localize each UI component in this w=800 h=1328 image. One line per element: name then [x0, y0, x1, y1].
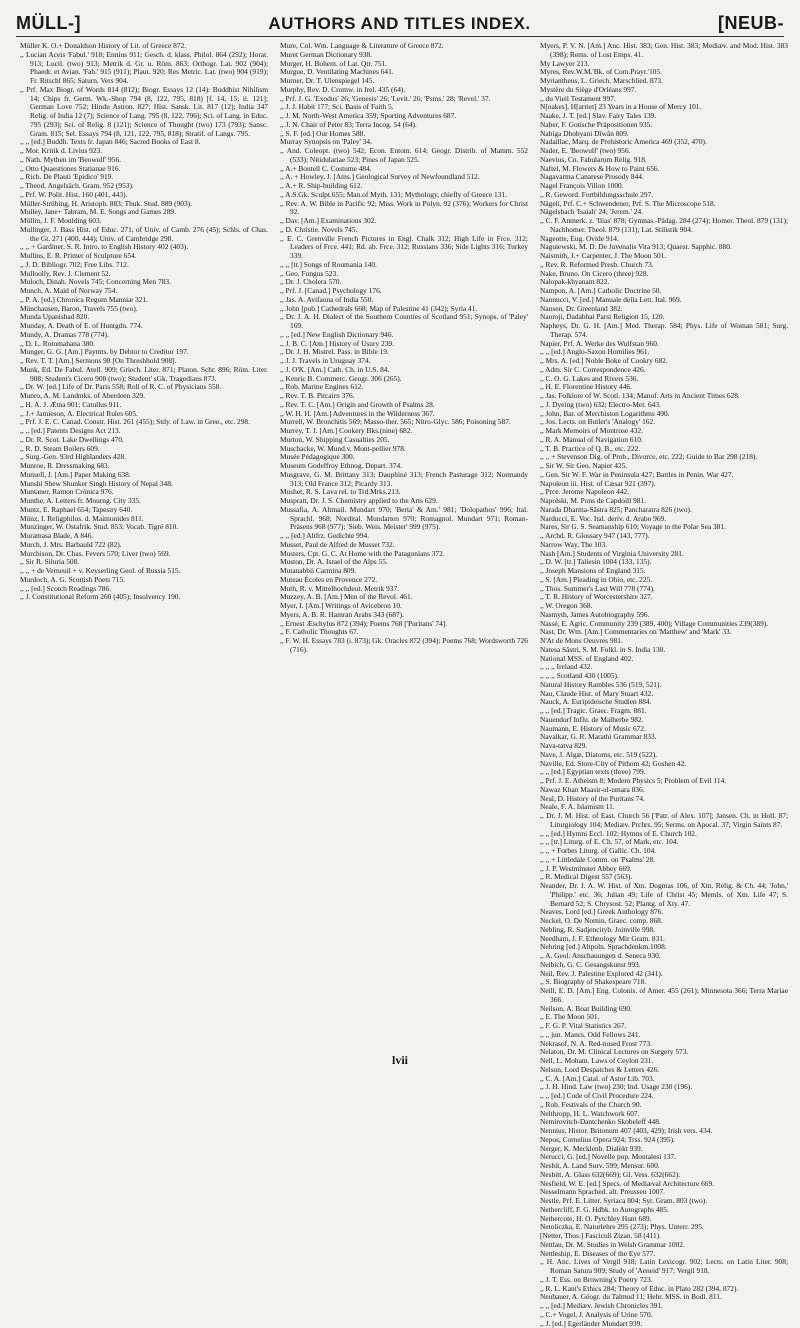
index-entry: ,, Prf. J. G. 'Exodus' 26; 'Genesis' 26; 'Levit.' 26; 'Psms.' 28; 'Revel.' 37.	[280, 95, 528, 104]
index-entry: Narada Dharma-Sâstra 825; Pancharatra 826 (two).	[540, 506, 788, 515]
index-entry: Neil, Rev. J. Palestine Explored 42 (341).	[540, 970, 788, 979]
index-entry: ,, Prce. Jerome Napoleon 442.	[540, 488, 788, 497]
index-entry: Nampon, A. [Am.] Catholic Doctrine 50.	[540, 287, 788, 296]
index-entry: Napier, Prf. A. Werke des Wulfstan 960.	[540, 340, 788, 349]
index-entry: ,, S. Biography of Shakespeare 718.	[540, 978, 788, 987]
index-entry: ,, Kenric B. Commerc. Geogr. 306 (265).	[280, 375, 528, 384]
index-entry: Neander, Dr. J. A. W. Hist. of Xtn. Dogmas 106, of Xtn. Relig. & Ch. 44; 'John,' 'Philipp.' etc. 36; Julian 49; Life of Christ 45; Memls. of Xtn. Life 47; S. Bernard 52; S. Chrysost. 52; Plantg. of Xty. 47.	[540, 882, 788, 908]
index-entry: Nast, Dr. Wm. [Am.] Commentaries on 'Matthew' and 'Mark' 33.	[540, 628, 788, 637]
index-entry: Nares, Sir G. S. Seamanship 610; Voyage to the Polar Sea 381.	[540, 523, 788, 532]
index-entry: Mushet, R. S. Lava rel. to Trd.Mrks.213.	[280, 488, 528, 497]
index-entry: ,, Rich. De Plauti 'Epidico' 919.	[20, 173, 268, 182]
index-entry: ,, ,, [ed.] Hymni Eccl. 102; Hymns of E. Church 102.	[540, 830, 788, 839]
index-entry: Munch, A. Maid of Norway 754.	[20, 287, 268, 296]
index-entry: Nave, J. Algæ, Diatoms, etc. 519 (522).	[540, 751, 788, 760]
index-entry: ,, C. F. Anmerk. z. 'Ilias' 878; Gymnas.-Pädag. 284 (274); Homer. Theol. 879 (131); Nachhomer. Theol. 879 (131); Lat. Stilistik 904.	[540, 217, 788, 235]
index-entry: Neckel, O. De Nomin. Graec. comp. 868.	[540, 917, 788, 926]
index-entry: ,, Dr. J. A. H. Dialect of the Southern Counties of Scotland 951; Synops. of 'Paley' 169.	[280, 313, 528, 331]
index-entry: Munroe, R. Dressmaking 683.	[20, 462, 268, 471]
index-entry: ,, Rev. R. Reformed Presb. Church 73.	[540, 261, 788, 270]
index-entry: Nekrasof, N. A. Red-nosed Frost 773.	[540, 1040, 788, 1049]
index-entry: Nelaton, Dr. M. Clinical Lectures on Surgery 573.	[540, 1048, 788, 1057]
index-entry: Mundy, A. Dramas 778 (774).	[20, 331, 268, 340]
index-entry: ,, J. T. Ess. on Browning's Poetry 723.	[540, 1276, 788, 1285]
index-entry: ,, J. P. Westminster Abbey 669.	[540, 865, 788, 874]
index-entry: ,, Archd. R. Glossary 947 (143, 777).	[540, 532, 788, 541]
index-entry: ,, Rev. T. T. [Am.] Sermons 98 [On Threshhold 908].	[20, 357, 268, 366]
index-entry: N'At de Mons Oeuvres 981.	[540, 637, 788, 646]
index-entry: ,, T. B. Practice of Q. B., etc. 222.	[540, 445, 788, 454]
index-entry: ,, T. R. History of Worcestershire 327.	[540, 593, 788, 602]
index-entry: ,, Jos. Lects. on Butler's 'Analogy' 162.	[540, 418, 788, 427]
index-entry: Needham, J. F. Ethnology Mir Gram. 831.	[540, 935, 788, 944]
index-entry: ,, Geo. Fungus 523.	[280, 270, 528, 279]
index-entry: ,, R. Medical Digest 557 (563).	[540, 873, 788, 882]
index-entry: Munda Upanishad 820.	[20, 313, 268, 322]
index-entry: Nansen, Dr. Greenland 382.	[540, 305, 788, 314]
index-entry: Muloch, Dinah. Novels 745; Concerning Men 783.	[20, 278, 268, 287]
index-entry: Nelson, Lord Despatches & Letters 426.	[540, 1066, 788, 1075]
index-entry: Müllin, J. F. Moulding 603.	[20, 217, 268, 226]
index-entry: ,, Dr. W. [ed.] Life of Dr. Paris 558; Roll of R. C. of Physicians 558.	[20, 383, 268, 392]
index-entry: Mutanabbii Carmina 809.	[280, 567, 528, 576]
index-entry: Nell, L. Moham. Laws of Ceylon 231.	[540, 1057, 788, 1066]
index-entry: Nennius, Histor. Britonum 407 (403, 429); Irish vers. 434.	[540, 1127, 788, 1136]
index-entry: ,, J. M. North-West America 359; Sporting Adventures 687.	[280, 112, 528, 121]
index-entry: Nägelsbach 'Isaiah' 24; 'Jerem.' 24.	[540, 208, 788, 217]
index-entry: Nagel François Villon 1000.	[540, 182, 788, 191]
index-entry: Musset, Paul de Alfred de Musset 732.	[280, 541, 528, 550]
index-entry: Myer, I. [Am.] Writings of Avicebron 10.	[280, 602, 528, 611]
index-entry: ,, ,, [ed.] New English Dictionary 946.	[280, 331, 528, 340]
index-entry: ,, ,, [tr.] Songs of Roumania 140.	[280, 261, 528, 270]
index-entry: Muspratt, Dr. J. S. Chemistry applied to the Arts 629.	[280, 497, 528, 506]
index-entry: Muntaner, Ramon Crónica 976.	[20, 488, 268, 497]
index-entry: Nesbitt, A. Glass 632(669); Gl. Vess. 632(662).	[540, 1171, 788, 1180]
index-entry: ,, A.S.Gk. Sculpt.655; Man.of Myth. 131; Mythology, chiefly of Greece 131.	[280, 191, 528, 200]
index-entry: ,, F. Catholic Thoughts 67.	[280, 628, 528, 637]
index-entry: ,, ,, [ed.] Anglo-Saxon Homilies 961.	[540, 348, 788, 357]
index-entry: ,, C.+ Vogel, J. Analysis of Urine 570.	[540, 1311, 788, 1320]
index-entry: ,, R. A. Manual of Navigation 610.	[540, 436, 788, 445]
index-entry: ,, Mrs. A. [ed.] Noble Boke of Cookry 682.	[540, 357, 788, 366]
index-entry: Neilson, A. Boat Building 690.	[540, 1005, 788, 1014]
index-entry: ,, A.+ R. Ship-building 612.	[280, 182, 528, 191]
index-entry: ,, ,, ,, Scotland 430 (1005).	[540, 672, 788, 681]
index-entry: ,, Lucian Aceis 'Fabul.' 918; Ennius 911; Gesch. d. klass. Philol. 864 (292); Horat. 913; Lucil. (two) 913; Metrik d. Gr. u. Röm. 863; Orthogr. Lat. 902 (904); Phaedr. et Avian. 'Fab.' 915 (911); Plaut. 920; Res Metric. Lat. (two) 904 (919); Fr. Ritschl 865; Saturn. Vers 904.	[20, 51, 268, 86]
index-entry: Nerucci, G. [ed.] Novelle pop. Montalesi 137.	[540, 1153, 788, 1162]
index-entry: ,, ,, + Stevenson Dig. of Prob., Divorce, etc. 222; Guide to Bar 298 (218).	[540, 453, 788, 462]
index-entry: Navalkar, G. R. Marathi Grammar 833.	[540, 733, 788, 742]
index-entry: Neibich, G. C. Gesangskunst 993.	[540, 961, 788, 970]
index-entry: ,, Rob. Festivals of the Church 90.	[540, 1101, 788, 1110]
index-entry: Murgue, D. Ventilating Machines 641.	[280, 68, 528, 77]
index-entry: ,, ,, + Forbes Liturg. of Gallic. Ch. 104.	[540, 847, 788, 856]
index-entry: Munro, A. M. Landmks. of Aberdeen 329.	[20, 392, 268, 401]
index-entry: Muramasa Blade, A 846.	[20, 532, 268, 541]
index-entry: ,, Dr. R. Scot. Lake Dwellings 470.	[20, 436, 268, 445]
index-entry: ,, ,, ,, Ireland 432.	[540, 663, 788, 672]
index-entry: ,, ,, jun. Mancs. Odd Fellows 241.	[540, 1031, 788, 1040]
index-entry: ,, ,, [ed.] Mediæv. Jewish Chronicles 391.	[540, 1302, 788, 1311]
index-entry: ,, ,, + de Verneuil + v. Keyserling Geol. of Russia 515.	[20, 567, 268, 576]
index-entry: Myers, A. B. R. Hamran Arabs 343 (687).	[280, 611, 528, 620]
page-number: lvii	[0, 1053, 800, 1068]
index-entry: ,, W. Oregon 368.	[540, 602, 788, 611]
index-entry: ,, du Vieil Testament 997.	[540, 95, 788, 104]
index-entry: Naoroji, Dadabhai Parsi Religion 15, 120.	[540, 313, 788, 322]
index-entry: Mullinger, J. Bass Hist. of Educ. 271, of Univ. of Camb. 276 (45); Schls. of Chas. the Gt. 271 (400, 444); Univ. of Cambridge 298.	[20, 226, 268, 244]
header-range-start: MÜLL-]	[16, 13, 81, 34]
index-entry: ,, Dr. J. Cholera 570.	[280, 278, 528, 287]
index-entry: ,, E. C. Grenville French Pictures in Engl. Chalk 312; High Life in Frce. 312; Leaders of Frce. 441; Rd. ab. Frce. 312; Russians 336; Side Lights 316; Turkey 339.	[280, 235, 528, 261]
index-entry: Nerger, K. Mecklenb. Dialekt 939.	[540, 1145, 788, 1154]
index-entry: ,, J. H. Hind. Law (two) 230; Ind. Usage 230 (196).	[540, 1083, 788, 1092]
index-entry: Nadaillac, Marq. de Prehistoric America 469 (352, 470).	[540, 138, 788, 147]
index-entry: ,, H. Anc. Lives of Vergil 918; Latin Lexicogr. 902; Lects. on Latin Liter. 908; Roman Satura 909; Study of 'Aeneid' 917; Vergil 918.	[540, 1258, 788, 1276]
index-entry: ,, J. Constitutional Reform 260 (405); Insolvency 190.	[20, 593, 268, 602]
index-entry: Naftel, M. Flowers & How to Paint 656.	[540, 165, 788, 174]
index-entry: ,, P. A. [ed.] Chronica Regum Manniæ 321.	[20, 296, 268, 305]
index-entry: Mussafia, A. Altmail. Mundart 970; 'Berta' & Am.' 981; 'Dolopathos' 996; Ital. Sprachl. 968; Nordital. Mundarten 970; Romagnol. Mundart 971; Roman-Präsens 968 (977); 'Sieb. Weis. Meister' 999 (975).	[280, 506, 528, 532]
index-entry: ,, Sir W. Sir Geo. Napier 425.	[540, 462, 788, 471]
index-entry: ,, And. Coleopt. (two) 542; Econ. Entom. 614; Geogr. Distrib. of Mamm. 552 (533); Nitidulariae 523; Pines of Japan 525.	[280, 147, 528, 165]
index-entry: Mystère du Siège d'Orléans 997.	[540, 86, 788, 95]
index-entry: Münchausen, Baron, Travels 755 (two).	[20, 305, 268, 314]
index-entry: ,, Dav. [Am.] Examinations 302.	[280, 217, 528, 226]
index-entry: Museum Godeffroy Ethnog. Depart. 374.	[280, 462, 528, 471]
index-entry: ,, Theod. Angelsäch. Gram. 952 (953).	[20, 182, 268, 191]
index-entry: Nau, Claude Hist. of Mary Stuart 432.	[540, 690, 788, 699]
index-entry: Musgrave, G. M. Brittany 313; Dauphiné 313; French Pasturage 312; Normandy 313; Old France 312; Picardy 313.	[280, 471, 528, 489]
header-range-end: [NEUB-	[718, 13, 784, 34]
index-entry: Murch, J. Mrs. Barbauld 722 (82).	[20, 541, 268, 550]
index-entry: Muston, Dr. A. Israel of the Alps 55.	[280, 558, 528, 567]
index-entry: ,, F. W. H. Essays 783 (i. 873); Gk. Oracles 872 (394); Poems 768; Wordsworth 726 (716).	[280, 637, 528, 655]
index-entry: ,, ,, + Littledale Comm. on 'Psalms' 28.	[540, 856, 788, 865]
index-entry: Musée Pédagogique 300.	[280, 453, 528, 462]
index-entry: Nageotte, Eug. Ovide 914.	[540, 235, 788, 244]
index-entry: ,, J.+ Jamieson, A. Electrical Rules 605.	[20, 410, 268, 419]
index-entry: Nash [Am.] Students of Virginia University 281.	[540, 550, 788, 559]
index-entry: Müller K. O.+ Donaldson History of Lit. of Greece 872.	[20, 42, 268, 51]
index-entry: Munthe, A. Letters fr. Mourng. City 335.	[20, 497, 268, 506]
index-entry: ,, J. [ed.] Egerländer Mundart 939.	[540, 1320, 788, 1328]
index-entry: Myers, P. V. N. [Am.] Anc. Hist. 383; Gen. Hist. 383; Mediæv. and Mod. Hist. 383 (398); Rems. of Lost Emps. 41.	[540, 42, 788, 60]
index-entry: ,, J. J. Habit 177; Sci. Basis of Faith 5.	[280, 103, 528, 112]
index-entry: ,, ,, [ed.] Altfrz. Gedichte 994.	[280, 532, 528, 541]
index-entry: ,, C. O. G. Lakes and Rivers 536.	[540, 375, 788, 384]
index-entry: Nesfield, W. E. [ed.] Specs. of Mediæval Architecture 669.	[540, 1180, 788, 1189]
index-entry: Naevius, Cn. Fabularum Relig. 918.	[540, 156, 788, 165]
index-entry: ,, W. H. H. [Am.] Adventures in the Wilderness 367.	[280, 410, 528, 419]
index-entry: Nehring [ed.] Altpoln. Sprachdenkm.1008.	[540, 943, 788, 952]
index-entry: ,, Rev. T. C. [Am.] Origin and Growth of Psalms 28.	[280, 401, 528, 410]
index-entry: Nasmyth, James Autobiography 596.	[540, 611, 788, 620]
index-entry: Natesa Sâstri, S. M. Folkl. in S. India 130.	[540, 646, 788, 655]
index-entry: ,, Rob. Marine Engines 612.	[280, 383, 528, 392]
index-entry: Nassé, E. Agric. Community 239 (389, 400); Village Communities 239(389).	[540, 620, 788, 629]
index-entry: ,, R. L. Kant's Ethics 284; Theory of Educ. in Plato 282 (394, 872).	[540, 1285, 788, 1294]
index-entry: Nabiga Dhobyani Dîwân 809.	[540, 130, 788, 139]
index-entry: ,, J. D. Bibliogr. 702; Free Libs. 712.	[20, 261, 268, 270]
index-entry: Myres, Rev.W.M.'Bk. of Com.Prayr.'105.	[540, 68, 788, 77]
index-entry: ,, Jas. Folklore of W. Scotl. 134; Manuf. Arts in Ancient Times 628.	[540, 392, 788, 401]
index-entry: ,, Prf. W. Polit. Hist. 160 (401, 443).	[20, 191, 268, 200]
index-entry: ,, Joseph Mansions of England 315.	[540, 567, 788, 576]
index-entry: Neale, F. A. Islamism 11.	[540, 803, 788, 812]
index-entry: Narrow Way, The 103.	[540, 541, 788, 550]
index-entry: Nemirovitch-Dantchenko Skobeleff 448.	[540, 1118, 788, 1127]
index-entry: Neaves, Lord [ed.] Greek Anthology 876.	[540, 908, 788, 917]
index-entry: Neill, E. D. [Am.] Eng. Colonis. of Amer. 455 (261); Minnesota 366; Terra Mariae 366.	[540, 987, 788, 1005]
header-rule	[16, 36, 784, 37]
index-entry: Nesselmann Sprached. alt. Preussen 1007.	[540, 1188, 788, 1197]
index-entry: ,, Mor. Kritik d. Livius 923.	[20, 147, 268, 156]
index-entry: ,, Mark Memoirs of Montrose 432.	[540, 427, 788, 436]
index-entry: Mulley, Jane+ Tabram, M. E. Songs and Games 289.	[20, 208, 268, 217]
index-entry: ,, ,, [ed.] Buddh. Texts fr. Japan 846; Sacred Books of East 8.	[20, 138, 268, 147]
index-entry: Nauendorf Influ. de Malherbe 982.	[540, 716, 788, 725]
index-entry: ,, Dr. J. M. Hist. of East. Church 56 ['Patr. of Alex. 107]; Jansen. Ch. in Holl. 87; Liturgiology 104; Mediæv. Prchrs. 95; Serms. on Apocal. 37; Virgin Saints 87.	[540, 812, 788, 830]
index-entry: My Lawyer 213.	[540, 60, 788, 69]
index-entry: ,, J. O'K. [Am.] Cath. Ch. in U.S. 84.	[280, 366, 528, 375]
index-entry: ,, D. Christie. Novels 745.	[280, 226, 528, 235]
index-entry: Naismith, J.+ Carpenter, J. The Moon 501.	[540, 252, 788, 261]
index-entry: Munsell, J. [Am.] Paper Making 638.	[20, 471, 268, 480]
index-entry: Munday, A. Death of E. of Huntgdn. 774.	[20, 322, 268, 331]
index-entry: Nebling, R. Sadjencityb. Joinville 998.	[540, 926, 788, 935]
index-entry: ,, R. D. Steam Boilers 609.	[20, 445, 268, 454]
index-entry: ,, J. B. C. [Am.] History of Usury 239.	[280, 340, 528, 349]
index-entry: ,, Jas. A. Avifauna of India 550.	[280, 296, 528, 305]
index-entry: Munger, G. G. [Am.] Paymts. by Debtor to Creditor 197.	[20, 348, 268, 357]
index-entry: ,, Adm. Sir C. Correspondence 426.	[540, 366, 788, 375]
index-entry: ,, Nath. Mythen im 'Beowulf' 956.	[20, 156, 268, 165]
index-entry: ,, J. Dyeing (two) 632; Electro-Met. 643.	[540, 401, 788, 410]
index-entry: Nestle, Prf. E. Litter. Syriaca 804; Syr. Gram. 803 (two).	[540, 1197, 788, 1206]
index-entry: ,, Dr. J. H. Mistrel. Pass. in Bible 19.	[280, 348, 528, 357]
index-entry: Muteau Écoles en Provence 272.	[280, 576, 528, 585]
index-entry: Murger, H. Bohem. of Lat. Qtr. 751.	[280, 60, 528, 69]
index-entry: Münz, I. Religphilos. d. Maimonides 811.	[20, 515, 268, 524]
index-entry: Musters, Cpt. G. C. At Home with the Patagonians 372.	[280, 550, 528, 559]
index-entry: Mure, Col. Wm. Language & Literature of Greece 872.	[280, 42, 528, 51]
index-entry: ,, A. + Howley, J. [Ams.] Geological Survey of Newfoundland 512.	[280, 173, 528, 182]
index-entry: Nelthropp, H. L. Watchwork 607.	[540, 1110, 788, 1119]
index-entry: Nethercliff, F. G. Hdbk. to Autographs 485.	[540, 1206, 788, 1215]
index-entry: ,, John, Bar. of Merchiston Logarithms 490.	[540, 410, 788, 419]
index-column-1	[20, 42, 268, 1328]
index-entry: ,, ,, [ed.] Scotch Readings 786.	[20, 585, 268, 594]
index-entry: Murdoch, A. G. Scottish Poets 715.	[20, 576, 268, 585]
index-entry: Murray Synopsis on 'Paley' 34.	[280, 138, 528, 147]
index-entry: Murrell, W. Bronchitis 569; Masso-ther. 565; Nitro-Glyc. 586; Poisoning 587.	[280, 418, 528, 427]
index-entry: Muntz, E. Raphael 654; Tapestry 640.	[20, 506, 268, 515]
index-entry: Neubauer, A. Géogr. du Talmud 11; Hebr. MSS. in Bodl. 811.	[540, 1293, 788, 1302]
index-entry: Murchison, Dr. Chas. Fevers 570; Liver (two) 569.	[20, 550, 268, 559]
index-entry: Naber, F. Gotische Präpositionen 935.	[540, 121, 788, 130]
index-entry: ,, E. The Moon 501.	[540, 1013, 788, 1022]
index-entry: Nagavarma Canarese Prosody 844.	[540, 173, 788, 182]
index-entry: Munzinger, W. Ostafrik. Stud. 853; Vocab. Tigré 810.	[20, 523, 268, 532]
index-entry: Nake, Bruno. On Cicero (three) 928.	[540, 270, 788, 279]
index-entry: Nannucci, V. [ed.] Manuale della Lett. Ital. 969.	[540, 296, 788, 305]
index-entry: ,, ,, [ed.] Patents Designs Act 213.	[20, 427, 268, 436]
index-entry: ,, C. A. [Am.] Catal. of Astor Lib. 703.	[540, 1075, 788, 1084]
index-entry: Muth, R. v. Mittelhochdeut. Metrik 937.	[280, 585, 528, 594]
index-entry: Muret German Dictionary 938.	[280, 51, 528, 60]
index-entry: Narducci, E. Voc. Ital. deriv. d. Arabo 969.	[540, 515, 788, 524]
index-entry: ,, J. J. Travels in Uruguay 374.	[280, 357, 528, 366]
index-entry: Nesbit, A. Land Surv. 599; Mensur. 600.	[540, 1162, 788, 1171]
index-column-2	[280, 42, 528, 1328]
index-columns	[20, 42, 788, 1052]
index-entry: ,, Prf. J. [Canad.] Psychology 176.	[280, 287, 528, 296]
index-entry: ,, S. F. [ed.] Our Homes 588.	[280, 130, 528, 139]
index-entry: N[oakes], H[arriet] 23 Years in a House of Mercy 101.	[540, 103, 788, 112]
index-entry: ,, R. Geword. Fortbildungsschule 297.	[540, 191, 788, 200]
index-entry: Naguiewski, M. D. De Juvenalis Vita 913; Quaest. Sapphic. 880.	[540, 243, 788, 252]
index-entry: Nägeli, Prf. C.+ Schwendener, Prf. S. The Microscope 518.	[540, 200, 788, 209]
index-entry: ,, Gen. Sir W. F. War in Peninsula 427; Battles in Penin. War 427.	[540, 471, 788, 480]
index-column-3	[540, 42, 788, 1328]
index-entry: Nalopak-khyanam 822.	[540, 278, 788, 287]
index-entry: Neal, D. History of the Puritans 74.	[540, 795, 788, 804]
index-entry: ,, Thos. Summer's Last Will 778 (774).	[540, 585, 788, 594]
index-entry: ,, D. L. Rotomahana 380.	[20, 340, 268, 349]
index-entry: Muzzey, A. B. [Am.] Men of the Revol. 461.	[280, 593, 528, 602]
running-header	[16, 8, 784, 34]
index-entry: ,, A. Geol. Anschauungen d. Seneca 930.	[540, 952, 788, 961]
index-entry: ,, Ernest Æschylus 872 (394); Poems 768 ['Puritans' 74].	[280, 620, 528, 629]
index-entry: Murner, Dr. T. Ulenspiegel 145.	[280, 77, 528, 86]
index-entry: Naumann, E. History of Music 672.	[540, 725, 788, 734]
index-entry: Nettleship, E. Diseases of the Eye 577.	[540, 1250, 788, 1259]
index-entry: Muschacke, W. Mund.v. Mont-pellier 978.	[280, 445, 528, 454]
index-entry: ,, John [pub.] Cathedrals 668; Map of Palestine 41 (342); Syria 41.	[280, 305, 528, 314]
index-entry: ,, H. A. J. Ætna 901; Catullus 911.	[20, 401, 268, 410]
index-entry: Napoleon iii. Hist. of Cæsar 921 (397).	[540, 480, 788, 489]
index-entry: Nader, E. 'Beowulf' (two) 956.	[540, 147, 788, 156]
index-entry: Natural History Rambles 536 (519, 521).	[540, 681, 788, 690]
index-entry: ,, ,, + Gardiner, S. R. Intro. to English History 402 (403).	[20, 243, 268, 252]
index-entry: ,, Sir R. Siluria 508.	[20, 558, 268, 567]
index-entry: Mulloolly, Rev. J. Clement 52.	[20, 270, 268, 279]
index-entry: Murton, W. Shipping Casualties 205.	[280, 436, 528, 445]
index-entry: Napolski, M. Pons de Capdoill 981.	[540, 497, 788, 506]
index-entry: Mullins, E. R. Primer of Sculpture 654.	[20, 252, 268, 261]
index-entry: ,, ,, [ed.] Code of Civil Procedure 224.	[540, 1092, 788, 1101]
index-entry: ,, ,, [ed.] Tragic. Graec. Fragm. 881.	[540, 707, 788, 716]
index-entry: ,, ,, [ed.] Egyptian texts (three) 799.	[540, 768, 788, 777]
index-entry: Myriantheus, L. Griech. Marschlied. 873.	[540, 77, 788, 86]
index-entry: ,, Prf. Max Biogr. of Words 814 (812); Biogr. Essays 12 (14): Buddhist Nihilism 14; Chips fr. Germ. Wk.-Shop 794 (8, 122, 795, 818) [f. 14, 15; ii. 121]; German Love 752; Hindu Astron. 827; Hist. Sansk. Lit. 817 (12); India 347 Relig. of India 12 (7); Science of Lang. 795 (8, 122, 796); Sci. of Lang. in Educ. 795 (293); Sci. of Relig. 8 (121); Science of Thought (two) 173 (793); Sansc. Gram. 815; Sel. Essays 794 (8, 121, 122, 795, 818); Stratif. of Langs. 795.	[20, 86, 268, 139]
index-entry: ,, Otto Quaestiones Statianae 916.	[20, 165, 268, 174]
index-entry: Naville, Ed. Store-City of Pithom 42; Goshen 42.	[540, 760, 788, 769]
header-title: AUTHORS AND TITLES INDEX.	[268, 14, 530, 34]
index-entry: Nava-tatva 829.	[540, 742, 788, 751]
index-entry: [Netter, Thos.] Fasciculi Zizan. 58 (411).	[540, 1232, 788, 1241]
index-entry: ,, Prf. J. E. Atheism 8; Modern Physics 5; Problem of Evil 114.	[540, 777, 788, 786]
index-entry: ,, H. E. Florentine History 446.	[540, 383, 788, 392]
index-entry: Murrey, T. J. [Am.] Cookery Bks.(nine) 682.	[280, 427, 528, 436]
index-entry: Munshi Shew Shunker Singh History of Nepal 348.	[20, 480, 268, 489]
index-entry: ,, F. G. P. Vital Statistics 267.	[540, 1022, 788, 1031]
index-entry: Nawaz Khan Maasir-ul-umara 836.	[540, 786, 788, 795]
index-entry: Müller-Strübing, H. Aristoph. 883; Thuk. Stud. 889 (903).	[20, 200, 268, 209]
index-entry: ,, ,, [tr.] Liturg. of E. Ch. 57, of Mark, etc. 104.	[540, 838, 788, 847]
index-entry: Naake, J. T. [ed.] Slav. Fairy Tales 139.	[540, 112, 788, 121]
index-entry: Nettlau, Dr. M. Studies in Welsh Grammar 1002.	[540, 1241, 788, 1250]
index-entry: National MSS. of England 402.	[540, 655, 788, 664]
index-entry: Munk, Ed. De Fabul. Atell. 909; Griech. Liter. 871; Platon. Schr. 896; Röm. Liter. 908; Student's Cicero 908 (two); Student' sGk. Tragedians 873.	[20, 366, 268, 384]
index-entry: Murphy, Rev. D. Cromw. in Irel. 435 (64).	[280, 86, 528, 95]
index-entry: ,, D. W. [tr.] Taliesin 1004 (133, 135).	[540, 558, 788, 567]
index-entry: Nepos, Cornelius Opera 924; Trss. 924 (395).	[540, 1136, 788, 1145]
index-entry: Nauck, A. Euripideische Studien 884.	[540, 698, 788, 707]
index-entry: ,, J. N. Chair of Peter 83; Terra Incog. 54 (64).	[280, 121, 528, 130]
index-entry: ,, Surg.-Gen. 93rd Highlanders 428.	[20, 453, 268, 462]
index-entry: ,, S. [Am.] Pleading in Ohio, etc. 225.	[540, 576, 788, 585]
index-entry: Nethercote, H. O. Pytchley Hunt 689.	[540, 1215, 788, 1224]
index-entry: ,, Prf. J. E. C. Canad. Constr. Hist. 261 (455); Stdy. of Law. in Gree., etc. 298.	[20, 418, 268, 427]
index-entry: ,, Rev. T. B. Pitcairn 376.	[280, 392, 528, 401]
index-entry: ,, Rev. A. W. Bible in Pacific 92; Miss. Work in Polyn. 92 (376); Workers for Christ 92.	[280, 200, 528, 218]
index-entry: ,, A.+ Boutell C. Costume 484.	[280, 165, 528, 174]
index-entry: Napheys, Dr. G. H. [Am.] Med. Therap. 584; Phys. Life of Woman 581; Surg. Therap. 574.	[540, 322, 788, 340]
index-entry: Netoliczka, E. Naturlehre 295 (273); Phys. Unterr. 295.	[540, 1223, 788, 1232]
